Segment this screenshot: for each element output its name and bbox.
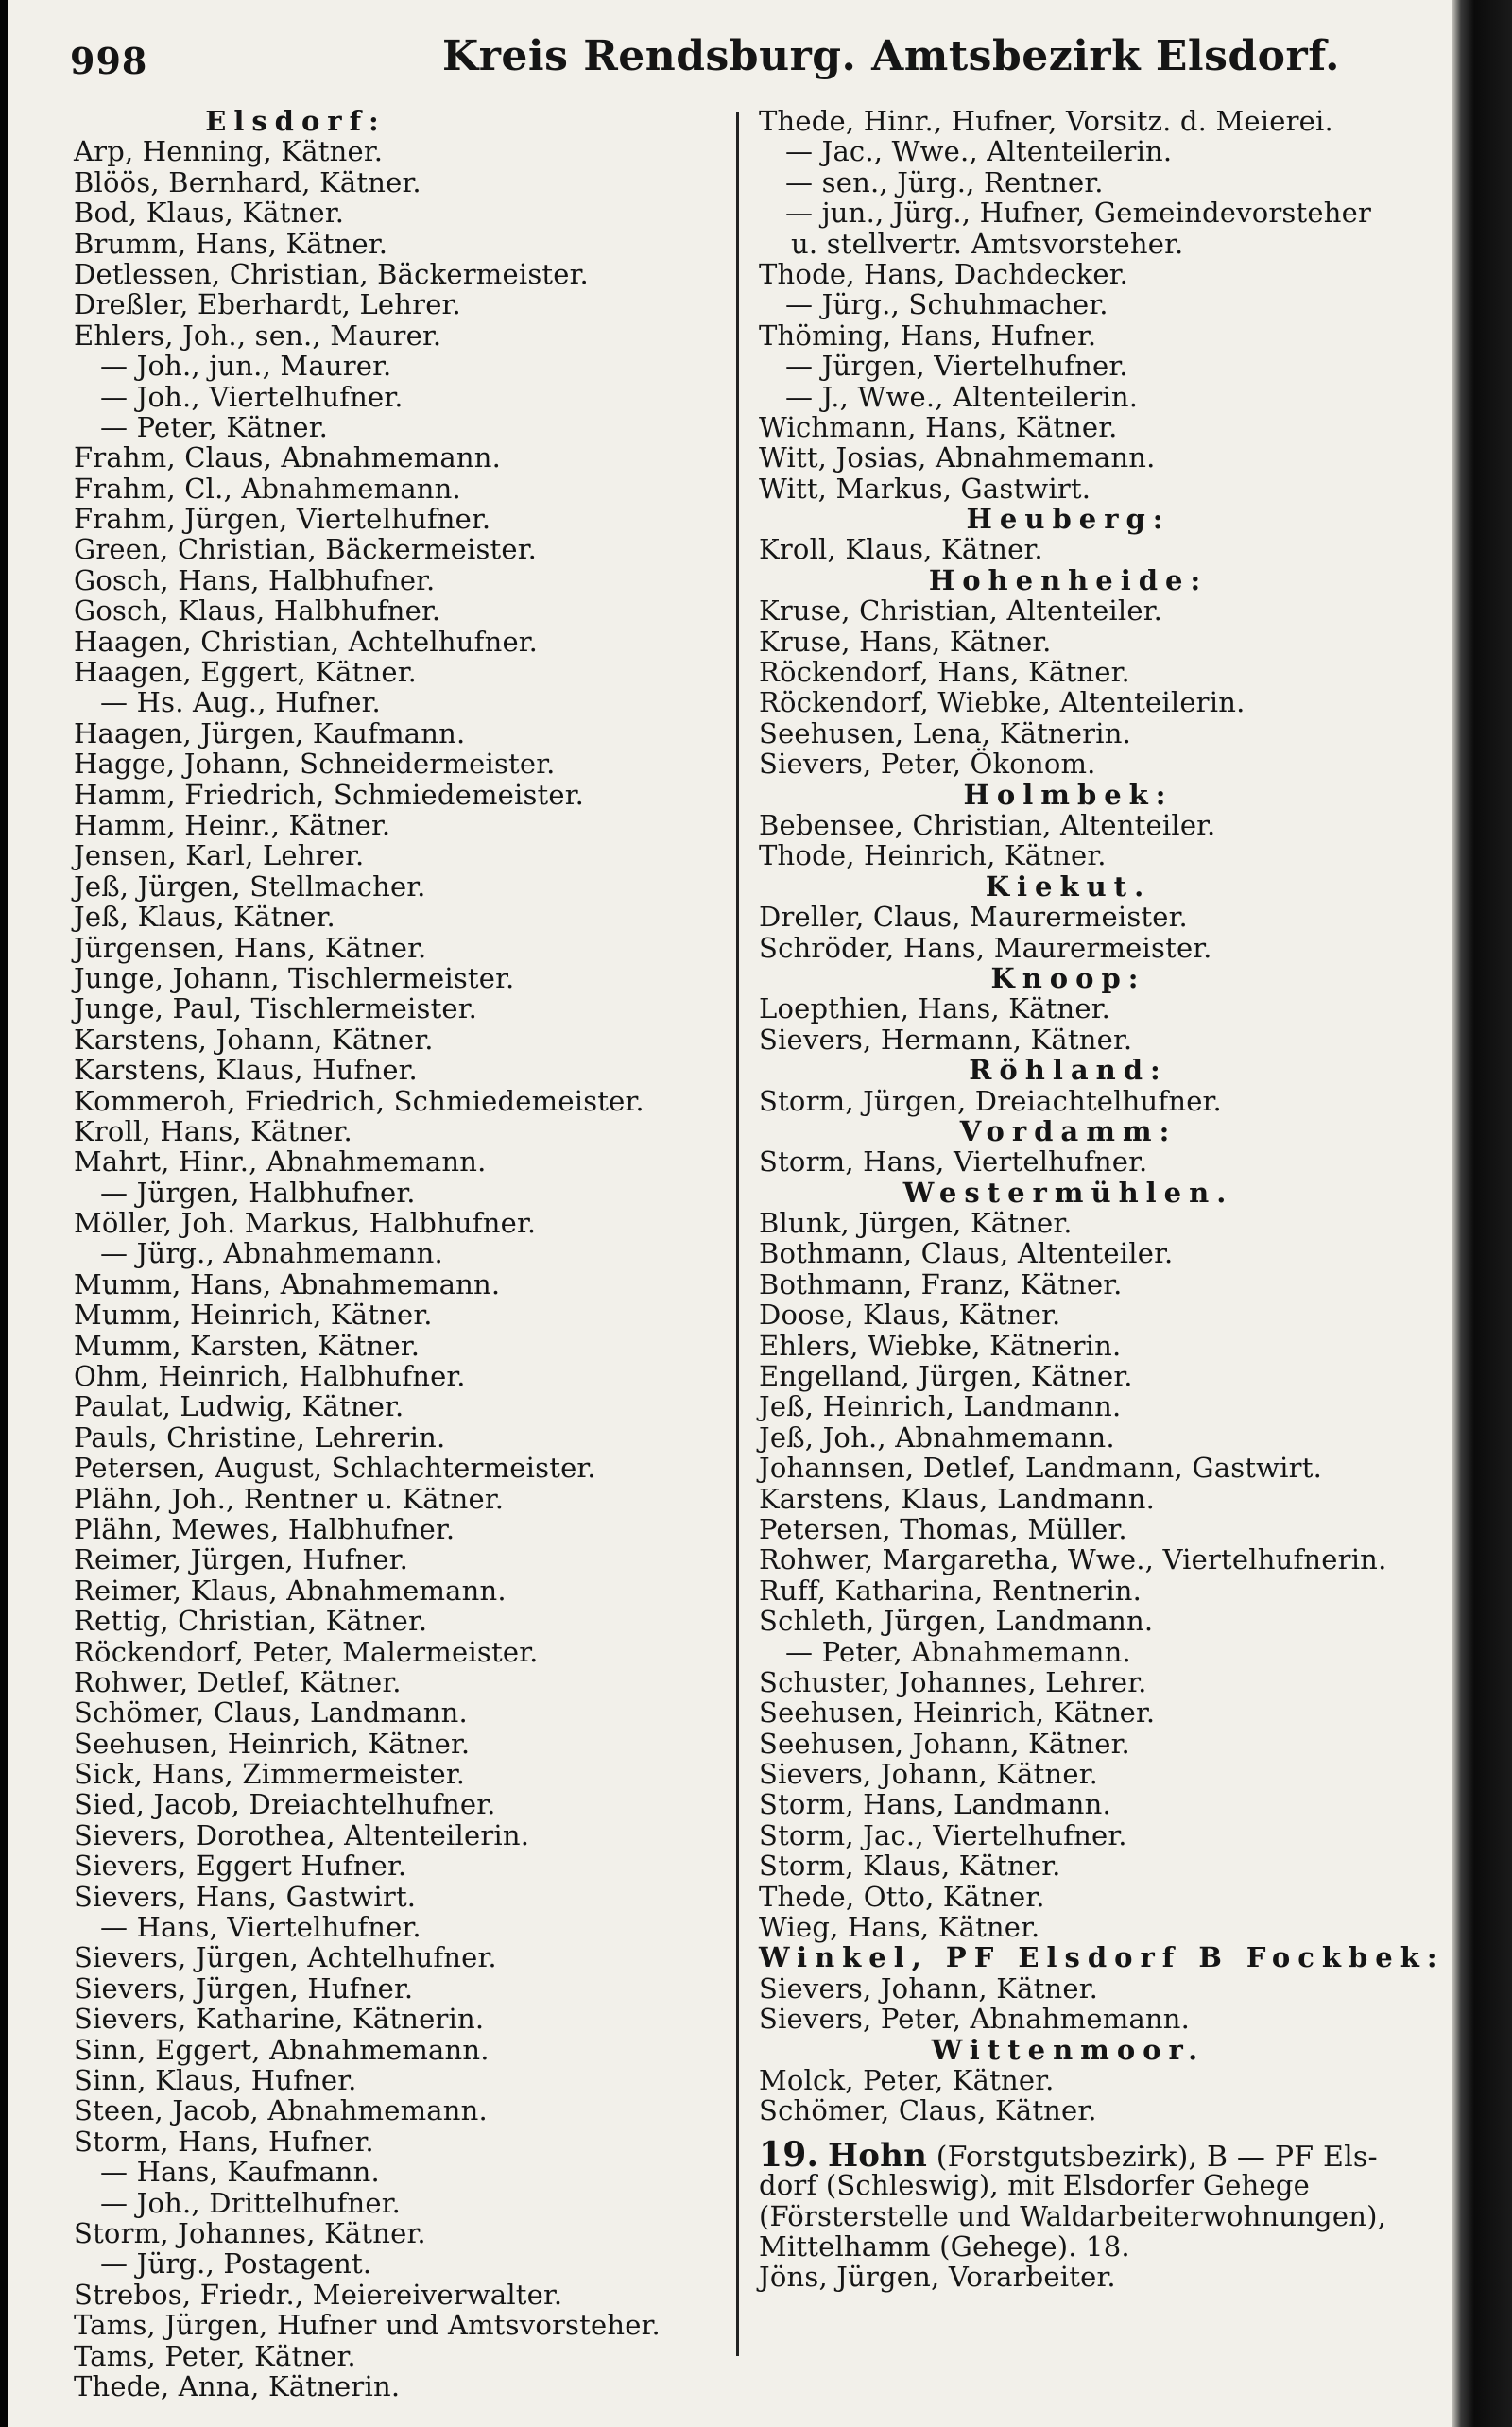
directory-entry: — Joh., Viertelhufner. [100, 380, 404, 413]
directory-entry: Sievers, Jürgen, Achtelhufner. [74, 1941, 497, 1974]
directory-entry: Bothmann, Franz, Kätner. [759, 1267, 1123, 1300]
directory-entry: Mumm, Karsten, Kätner. [74, 1329, 421, 1362]
directory-entry: Storm, Hans, Viertelhufner. [759, 1145, 1148, 1179]
left-column [74, 106, 726, 2401]
directory-entry: — sen., Jürg., Rentner. [785, 165, 1104, 198]
directory-entry: Sick, Hans, Zimmermeister. [74, 1758, 466, 1791]
directory-entry: — Peter, Kätner. [100, 410, 329, 443]
directory-entry: Rohwer, Margaretha, Wwe., Viertelhufnerin. [759, 1543, 1387, 1576]
directory-entry: Kroll, Klaus, Kätner. [759, 533, 1043, 566]
directory-entry: Ehlers, Wiebke, Kätnerin. [759, 1329, 1122, 1362]
directory-entry: Schuster, Johannes, Lehrer. [759, 1665, 1147, 1698]
directory-entry: Junge, Paul, Tischlermeister. [74, 992, 478, 1025]
locality-heading: Winkel, PF Elsdorf B Fockbek: [759, 1941, 1445, 1974]
directory-entry: Sievers, Hermann, Kätner. [759, 1023, 1133, 1056]
section-number: 19. [759, 2134, 819, 2175]
right-column [759, 106, 1452, 2293]
directory-entry: Schröder, Hans, Maurermeister. [759, 931, 1212, 964]
directory-entry: Sievers, Peter, Abnahmemann. [759, 2003, 1191, 2036]
locality-heading: Holmbek: [963, 778, 1174, 811]
directory-entry: Ruff, Katharina, Rentnerin. [759, 1574, 1143, 1607]
directory-page [8, 0, 1452, 2427]
directory-entry: Thode, Heinrich, Kätner. [759, 839, 1107, 872]
directory-entry: — Peter, Abnahmemann. [785, 1635, 1131, 1668]
directory-entry: Paulat, Ludwig, Kätner. [74, 1390, 404, 1423]
directory-entry: Wichmann, Hans, Kätner. [759, 410, 1118, 443]
directory-entry: Hagge, Johann, Schneidermeister. [74, 748, 556, 781]
locality-heading: Kiekut. [985, 869, 1152, 903]
directory-entry: Storm, Johannes, Kätner. [74, 2216, 426, 2249]
directory-entry: Strebos, Friedr., Meiereiverwalter. [74, 2278, 563, 2311]
directory-entry: — J., Wwe., Altenteilerin. [785, 380, 1139, 413]
directory-entry: Thede, Anna, Kätnerin. [74, 2369, 401, 2402]
directory-entry: Storm, Jürgen, Dreiachtelhufner. [759, 1084, 1222, 1117]
directory-entry: Frahm, Cl., Abnahmemann. [74, 472, 461, 505]
directory-entry: Dreßler, Eberhardt, Lehrer. [74, 288, 461, 321]
directory-entry: Bothmann, Claus, Altenteiler. [759, 1237, 1174, 1270]
directory-entry: Sievers, Eggert Hufner. [74, 1850, 407, 1883]
directory-entry: Seehusen, Johann, Kätner. [759, 1727, 1130, 1760]
directory-entry: — Hans, Kaufmann. [100, 2156, 380, 2189]
directory-entry: Kroll, Hans, Kätner. [74, 1114, 352, 1147]
running-title: Kreis Rendsburg. Amtsbezirk Elsdorf. [442, 32, 1340, 80]
directory-entry: Ehlers, Joh., sen., Maurer. [74, 318, 442, 352]
directory-entry: Tams, Jürgen, Hufner und Amtsvorsteher. [74, 2309, 661, 2342]
locality-heading: Knoop: [990, 961, 1146, 994]
directory-entry: Dreller, Claus, Maurermeister. [759, 901, 1188, 934]
directory-entry: Detlessen, Christian, Bäckermeister. [74, 257, 589, 290]
directory-entry: Tams, Peter, Kätner. [74, 2339, 356, 2372]
directory-entry: — Joh., jun., Maurer. [100, 350, 392, 383]
directory-entry: Seehusen, Heinrich, Kätner. [74, 1727, 471, 1760]
directory-entry: — Jürgen, Halbhufner. [100, 1176, 416, 1209]
directory-entry: Petersen, August, Schlachtermeister. [74, 1452, 596, 1485]
directory-entry: Mumm, Heinrich, Kätner. [74, 1299, 433, 1332]
directory-entry: Petersen, Thomas, Müller. [759, 1512, 1127, 1545]
directory-entry: Green, Christian, Bäckermeister. [74, 533, 538, 566]
locality-heading: Röhland: [969, 1054, 1168, 1087]
directory-entry: Sievers, Johann, Kätner. [759, 1971, 1099, 2005]
locality-heading: Wittenmoor. [931, 2033, 1206, 2066]
directory-entry: — Joh., Drittelhufner. [100, 2186, 401, 2219]
directory-entry: Schömer, Claus, Kätner. [759, 2094, 1097, 2127]
directory-entry: Loepthien, Hans, Kätner. [759, 992, 1111, 1025]
directory-entry: Storm, Klaus, Kätner. [759, 1850, 1061, 1883]
directory-entry: Sievers, Johann, Kätner. [759, 1758, 1099, 1791]
directory-entry: — Jürg., Postagent. [100, 2247, 372, 2281]
directory-entry: Röckendorf, Hans, Kätner. [759, 656, 1130, 689]
directory-entry: Kruse, Christian, Altenteiler. [759, 594, 1163, 628]
directory-entry: Schömer, Claus, Landmann. [74, 1696, 468, 1730]
directory-entry: Röckendorf, Peter, Malermeister. [74, 1635, 539, 1668]
directory-entry: Jeß, Klaus, Kätner. [74, 901, 335, 934]
directory-entry: Mahrt, Hinr., Abnahmemann. [74, 1145, 487, 1179]
directory-entry: Thode, Hans, Dachdecker. [759, 257, 1129, 290]
directory-entry: Plähn, Joh., Rentner u. Kätner. [74, 1482, 505, 1515]
directory-entry: Jensen, Karl, Lehrer. [74, 839, 365, 872]
locality-heading: Hohenheide: [928, 563, 1209, 596]
section-place-name: Hohn [827, 2136, 928, 2175]
directory-entry: Karstens, Klaus, Hufner. [74, 1054, 418, 1087]
directory-entry: — Jürg., Schuhmacher. [785, 288, 1108, 321]
column-divider [736, 112, 739, 2356]
directory-entry: Plähn, Mewes, Halbhufner. [74, 1512, 455, 1545]
directory-entry: Hamm, Heinr., Kätner. [74, 808, 391, 841]
directory-entry: Haagen, Christian, Achtelhufner. [74, 625, 539, 658]
page-header [64, 26, 1425, 93]
directory-entry: Mumm, Hans, Abnahmemann. [74, 1267, 501, 1300]
directory-entry: Seehusen, Lena, Kätnerin. [759, 716, 1132, 749]
directory-entry: Jeß, Heinrich, Landmann. [759, 1390, 1122, 1423]
directory-entry: Frahm, Jürgen, Viertelhufner. [74, 503, 491, 536]
directory-entry: Jöns, Jürgen, Vorarbeiter. [759, 2261, 1116, 2294]
directory-entry: — jun., Jürg., Hufner, Gemeindevorsteher [785, 197, 1372, 230]
directory-entry: Rohwer, Detlef, Kätner. [74, 1665, 402, 1698]
directory-entry: Wieg, Hans, Kätner. [759, 1911, 1040, 1944]
scan-edge [1452, 0, 1512, 2427]
directory-entry: Storm, Jac., Viertelhufner. [759, 1818, 1127, 1851]
directory-entry: Bod, Klaus, Kätner. [74, 197, 345, 230]
directory-entry: Rettig, Christian, Kätner. [74, 1605, 428, 1638]
page-number: 998 [70, 40, 148, 82]
directory-entry: Reimer, Jürgen, Hufner. [74, 1543, 409, 1576]
directory-entry: Engelland, Jürgen, Kätner. [759, 1360, 1133, 1393]
directory-entry: Steen, Jacob, Abnahmemann. [74, 2094, 488, 2127]
directory-entry: Gosch, Hans, Halbhufner. [74, 563, 436, 596]
directory-entry: Sied, Jacob, Dreiachtelhufner. [74, 1788, 496, 1821]
directory-entry: Karstens, Johann, Kätner. [74, 1023, 434, 1056]
directory-entry: — Hs. Aug., Hufner. [100, 686, 381, 719]
directory-entry: Seehusen, Heinrich, Kätner. [759, 1696, 1156, 1730]
directory-entry: Sievers, Jürgen, Hufner. [74, 1971, 414, 2005]
directory-entry: Doose, Klaus, Kätner. [759, 1299, 1061, 1332]
directory-entry: Sievers, Katharine, Kätnerin. [74, 2003, 485, 2036]
directory-entry: Jürgensen, Hans, Kätner. [74, 931, 427, 964]
section-description: (Forstgutsbezirk), B — PF Els- [936, 2140, 1378, 2174]
directory-entry: Kommeroh, Friedrich, Schmiedemeister. [74, 1084, 644, 1117]
directory-entry: Arp, Henning, Kätner. [74, 135, 384, 168]
directory-entry: Gosch, Klaus, Halbhufner. [74, 594, 441, 628]
directory-entry: — Jac., Wwe., Altenteilerin. [785, 135, 1173, 168]
directory-entry: Ohm, Heinrich, Halbhufner. [74, 1360, 466, 1393]
directory-entry: Pauls, Christine, Lehrerin. [74, 1420, 446, 1454]
directory-entry: Möller, Joh. Markus, Halbhufner. [74, 1207, 537, 1240]
directory-entry: Storm, Hans, Hufner. [74, 2125, 374, 2158]
directory-entry: Sinn, Eggert, Abnahmemann. [74, 2033, 490, 2066]
locality-heading: Heuberg: [966, 503, 1171, 536]
section-entry-title [759, 2134, 1452, 2175]
directory-entry: Sinn, Klaus, Hufner. [74, 2064, 357, 2096]
directory-entry: Witt, Josias, Abnahmemann. [759, 441, 1156, 474]
directory-entry: Junge, Johann, Tischlermeister. [74, 961, 515, 994]
directory-entry: (Försterstelle und Waldarbeiterwohnungen), [759, 2199, 1387, 2232]
directory-entry: Schleth, Jürgen, Landmann. [759, 1605, 1154, 1638]
directory-entry: Frahm, Claus, Abnahmemann. [74, 441, 502, 474]
directory-entry: Mittelhamm (Gehege). 18. [759, 2229, 1130, 2263]
directory-entry: Sievers, Peter, Ökonom. [759, 748, 1096, 781]
locality-heading: Vordamm: [959, 1114, 1177, 1147]
directory-entry: Blöös, Bernhard, Kätner. [74, 165, 421, 198]
directory-entry: u. stellvertr. Amtsvorsteher. [791, 227, 1184, 260]
directory-entry: Witt, Markus, Gastwirt. [759, 472, 1091, 505]
directory-entry: Jeß, Jürgen, Stellmacher. [74, 869, 426, 903]
directory-entry: Röckendorf, Wiebke, Altenteilerin. [759, 686, 1246, 719]
directory-entry: Sievers, Dorothea, Altenteilerin. [74, 1818, 530, 1851]
locality-heading: Elsdorf: [205, 105, 387, 137]
directory-entry: Karstens, Klaus, Landmann. [759, 1482, 1156, 1515]
directory-entry: Hamm, Friedrich, Schmiedemeister. [74, 778, 585, 811]
directory-entry: Thöming, Hans, Hufner. [759, 318, 1097, 352]
directory-entry: Haagen, Jürgen, Kaufmann. [74, 716, 466, 749]
locality-heading: Westermühlen. [902, 1176, 1234, 1209]
directory-entry: dorf (Schleswig), mit Elsdorfer Gehege [759, 2169, 1310, 2202]
directory-entry: Reimer, Klaus, Abnahmemann. [74, 1574, 507, 1607]
directory-entry: Johannsen, Detlef, Landmann, Gastwirt. [759, 1452, 1322, 1485]
directory-entry: — Jürg., Abnahmemann. [100, 1237, 443, 1270]
directory-entry: Jeß, Joh., Abnahmemann. [759, 1420, 1115, 1454]
directory-entry: Sievers, Hans, Gastwirt. [74, 1880, 417, 1913]
directory-entry: — Jürgen, Viertelhufner. [785, 350, 1128, 383]
directory-entry: Blunk, Jürgen, Kätner. [759, 1207, 1073, 1240]
directory-entry: — Hans, Viertelhufner. [100, 1911, 421, 1944]
directory-entry: Haagen, Eggert, Kätner. [74, 656, 418, 689]
directory-entry: Storm, Hans, Landmann. [759, 1788, 1111, 1821]
directory-entry: Thede, Otto, Kätner. [759, 1880, 1045, 1913]
directory-entry: Molck, Peter, Kätner. [759, 2064, 1055, 2096]
directory-entry: Kruse, Hans, Kätner. [759, 625, 1052, 658]
directory-entry: Brumm, Hans, Kätner. [74, 227, 388, 260]
directory-entry: Bebensee, Christian, Altenteiler. [759, 808, 1216, 841]
directory-entry: Thede, Hinr., Hufner, Vorsitz. d. Meierei. [759, 105, 1333, 137]
